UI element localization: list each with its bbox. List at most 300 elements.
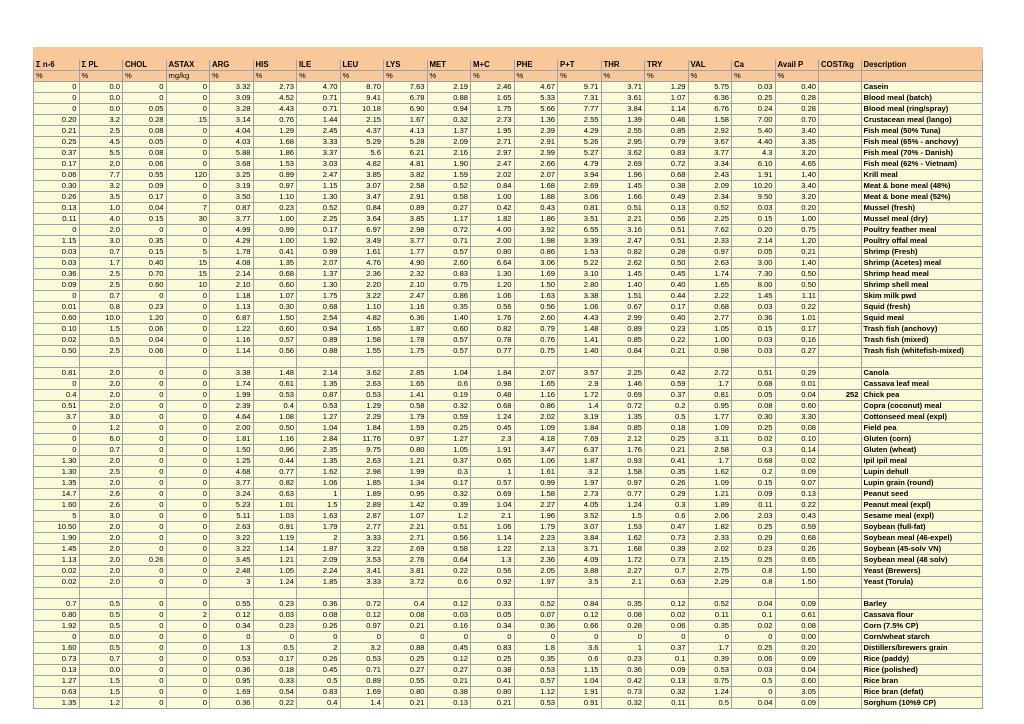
value-cell[interactable]: 0.07	[775, 478, 819, 489]
value-cell[interactable]: 7.00	[732, 115, 776, 126]
value-cell[interactable]: 0.60	[775, 676, 819, 687]
value-cell[interactable]: 0	[166, 423, 210, 434]
value-cell[interactable]: 0.50	[775, 280, 819, 291]
value-cell[interactable]: 6.97	[340, 225, 384, 236]
value-cell[interactable]: 0.03	[732, 335, 776, 346]
value-cell[interactable]: 1.50	[514, 280, 558, 291]
empty-cell[interactable]	[166, 357, 210, 368]
value-cell[interactable]: 1	[471, 467, 515, 478]
value-cell[interactable]: 0.33	[253, 676, 297, 687]
value-cell[interactable]: 1.21	[253, 555, 297, 566]
description-cell[interactable]: Canola	[861, 368, 983, 379]
value-cell[interactable]: 7.63	[384, 82, 428, 93]
value-cell[interactable]: 0.46	[645, 115, 689, 126]
value-cell[interactable]: 0.53	[340, 390, 384, 401]
value-cell[interactable]: 1.09	[688, 478, 732, 489]
value-cell[interactable]: 2.0	[79, 390, 123, 401]
value-cell[interactable]: 0.48	[471, 390, 515, 401]
value-cell[interactable]: 1.51	[601, 291, 645, 302]
value-cell[interactable]: 1.24	[471, 412, 515, 423]
value-cell[interactable]: 0.89	[340, 676, 384, 687]
value-cell[interactable]: 0.57	[427, 335, 471, 346]
value-cell[interactable]: 0.36	[210, 698, 254, 709]
value-cell[interactable]: 1.85	[340, 478, 384, 489]
value-cell[interactable]: 4.67	[514, 82, 558, 93]
value-cell[interactable]: 0.69	[471, 489, 515, 500]
value-cell[interactable]: 0.13	[34, 203, 80, 214]
value-cell[interactable]: 0	[732, 632, 776, 643]
value-cell[interactable]: 0.23	[123, 302, 167, 313]
value-cell[interactable]: 3.0	[79, 511, 123, 522]
cost-cell[interactable]	[819, 434, 861, 445]
empty-cell[interactable]	[340, 588, 384, 599]
value-cell[interactable]: 0.63	[34, 687, 80, 698]
cost-cell[interactable]	[819, 533, 861, 544]
value-cell[interactable]: 0	[166, 126, 210, 137]
value-cell[interactable]: 0.91	[253, 522, 297, 533]
value-cell[interactable]: 1.07	[253, 291, 297, 302]
value-cell[interactable]: 3.33	[340, 577, 384, 588]
value-cell[interactable]: 1.37	[427, 126, 471, 137]
value-cell[interactable]: 3.82	[384, 170, 428, 181]
value-cell[interactable]: 1.01	[775, 313, 819, 324]
value-cell[interactable]: 1.92	[34, 621, 80, 632]
value-cell[interactable]: 2.69	[558, 181, 602, 192]
value-cell[interactable]: 2.0	[79, 401, 123, 412]
unit-cell[interactable]	[819, 71, 861, 82]
value-cell[interactable]: 0.2	[645, 401, 689, 412]
value-cell[interactable]: 0.09	[123, 181, 167, 192]
value-cell[interactable]: 1.21	[384, 456, 428, 467]
value-cell[interactable]: 0	[166, 643, 210, 654]
value-cell[interactable]: 9.75	[340, 445, 384, 456]
unit-cell[interactable]: %	[775, 71, 819, 82]
value-cell[interactable]: 2.71	[471, 137, 515, 148]
value-cell[interactable]: 5.88	[210, 148, 254, 159]
value-cell[interactable]: 1.48	[253, 368, 297, 379]
value-cell[interactable]: 1.42	[384, 500, 428, 511]
value-cell[interactable]: 2.29	[340, 412, 384, 423]
value-cell[interactable]: 4.00	[471, 225, 515, 236]
value-cell[interactable]: 0.06	[732, 654, 776, 665]
value-cell[interactable]: 1.29	[253, 126, 297, 137]
value-cell[interactable]: 0.71	[340, 665, 384, 676]
column-header[interactable]: Ca	[732, 60, 776, 71]
value-cell[interactable]: 1.00	[253, 214, 297, 225]
value-cell[interactable]: 0.7	[79, 291, 123, 302]
value-cell[interactable]: 0.51	[601, 203, 645, 214]
value-cell[interactable]: 0.55	[123, 170, 167, 181]
value-cell[interactable]: 2.25	[688, 214, 732, 225]
value-cell[interactable]: 0.75	[514, 346, 558, 357]
value-cell[interactable]: 1.21	[688, 489, 732, 500]
column-header[interactable]: CHOL	[123, 60, 167, 71]
value-cell[interactable]: 0.88	[384, 643, 428, 654]
value-cell[interactable]: 2.0	[79, 159, 123, 170]
description-cell[interactable]: Squid meal	[861, 313, 983, 324]
value-cell[interactable]: 2.0	[79, 379, 123, 390]
value-cell[interactable]: 9.41	[340, 93, 384, 104]
value-cell[interactable]: 0.80	[471, 687, 515, 698]
value-cell[interactable]: 1.59	[427, 170, 471, 181]
value-cell[interactable]: 3.2	[558, 467, 602, 478]
column-header[interactable]: ARG	[210, 60, 254, 71]
value-cell[interactable]: 0.30	[34, 181, 80, 192]
description-cell[interactable]: Squid (fresh)	[861, 302, 983, 313]
value-cell[interactable]: 2.54	[297, 313, 341, 324]
value-cell[interactable]: 0.84	[340, 203, 384, 214]
value-cell[interactable]: 2.09	[427, 137, 471, 148]
empty-cell[interactable]	[601, 588, 645, 599]
description-cell[interactable]: Gluten (wheat)	[861, 445, 983, 456]
value-cell[interactable]: 0	[123, 665, 167, 676]
value-cell[interactable]: 3.16	[601, 225, 645, 236]
value-cell[interactable]: 2.77	[340, 522, 384, 533]
value-cell[interactable]: 11.76	[340, 434, 384, 445]
cost-cell[interactable]	[819, 192, 861, 203]
value-cell[interactable]: 0.27	[427, 203, 471, 214]
value-cell[interactable]: 5.28	[384, 137, 428, 148]
value-cell[interactable]: 0.61	[253, 379, 297, 390]
value-cell[interactable]: 1.59	[384, 423, 428, 434]
value-cell[interactable]: 1.50	[210, 445, 254, 456]
value-cell[interactable]: 0.72	[340, 599, 384, 610]
cost-cell[interactable]	[819, 423, 861, 434]
value-cell[interactable]: 0.26	[34, 192, 80, 203]
value-cell[interactable]: 0	[123, 687, 167, 698]
value-cell[interactable]: 0.73	[34, 654, 80, 665]
value-cell[interactable]: 0.53	[514, 698, 558, 709]
value-cell[interactable]: 0.39	[645, 544, 689, 555]
value-cell[interactable]: 1.62	[297, 467, 341, 478]
value-cell[interactable]: 0.53	[514, 665, 558, 676]
value-cell[interactable]: 4.37	[340, 126, 384, 137]
value-cell[interactable]: 2.75	[688, 566, 732, 577]
value-cell[interactable]: 1.74	[688, 269, 732, 280]
value-cell[interactable]: 0.45	[471, 423, 515, 434]
value-cell[interactable]: 0.37	[427, 456, 471, 467]
value-cell[interactable]: 5.33	[514, 93, 558, 104]
value-cell[interactable]: 0.02	[732, 434, 776, 445]
value-cell[interactable]: 2	[297, 533, 341, 544]
value-cell[interactable]: 2.5	[79, 467, 123, 478]
cost-cell[interactable]	[819, 621, 861, 632]
empty-cell[interactable]	[79, 357, 123, 368]
value-cell[interactable]: 0.09	[34, 280, 80, 291]
value-cell[interactable]: 2.5	[79, 269, 123, 280]
value-cell[interactable]: 3.77	[210, 214, 254, 225]
value-cell[interactable]: 2.36	[514, 555, 558, 566]
value-cell[interactable]: 1.17	[427, 214, 471, 225]
value-cell[interactable]: 0.93	[601, 456, 645, 467]
value-cell[interactable]: 4.68	[210, 467, 254, 478]
column-header[interactable]: ASTAX	[166, 60, 210, 71]
value-cell[interactable]: 1.45	[601, 269, 645, 280]
value-cell[interactable]: 0.7	[79, 445, 123, 456]
value-cell[interactable]: 0	[471, 632, 515, 643]
value-cell[interactable]: 0.36	[732, 313, 776, 324]
value-cell[interactable]: 1.76	[601, 445, 645, 456]
cost-cell[interactable]	[819, 676, 861, 687]
value-cell[interactable]: 0.99	[253, 225, 297, 236]
value-cell[interactable]: 3.50	[210, 192, 254, 203]
cost-cell[interactable]	[819, 313, 861, 324]
value-cell[interactable]: 0.53	[688, 665, 732, 676]
value-cell[interactable]: 0	[166, 500, 210, 511]
value-cell[interactable]: 0.71	[297, 104, 341, 115]
value-cell[interactable]: 0.28	[645, 247, 689, 258]
value-cell[interactable]: 0	[123, 379, 167, 390]
value-cell[interactable]: 3.07	[558, 522, 602, 533]
description-cell[interactable]: Mussel (fresh)	[861, 203, 983, 214]
cost-cell[interactable]	[819, 214, 861, 225]
value-cell[interactable]: 2.02	[514, 412, 558, 423]
value-cell[interactable]: 0	[166, 236, 210, 247]
value-cell[interactable]: 3.03	[297, 159, 341, 170]
value-cell[interactable]: 0.30	[732, 412, 776, 423]
value-cell[interactable]: 0.23	[601, 654, 645, 665]
cost-cell[interactable]	[819, 368, 861, 379]
value-cell[interactable]: 0.04	[732, 599, 776, 610]
value-cell[interactable]: 0	[123, 599, 167, 610]
value-cell[interactable]: 0.5	[79, 335, 123, 346]
value-cell[interactable]: 0.21	[384, 621, 428, 632]
value-cell[interactable]: 2.47	[384, 291, 428, 302]
value-cell[interactable]: 2	[297, 643, 341, 654]
value-cell[interactable]: 0	[166, 302, 210, 313]
unit-cell[interactable]: %	[688, 71, 732, 82]
unit-cell[interactable]: %	[471, 71, 515, 82]
value-cell[interactable]: 1.30	[34, 456, 80, 467]
value-cell[interactable]: 0.13	[775, 489, 819, 500]
value-cell[interactable]: 3.22	[340, 291, 384, 302]
column-header[interactable]: THR	[601, 60, 645, 71]
value-cell[interactable]: 2.29	[688, 577, 732, 588]
value-cell[interactable]: 1.50	[775, 577, 819, 588]
value-cell[interactable]: 0.38	[427, 687, 471, 698]
value-cell[interactable]: 0.50	[253, 423, 297, 434]
value-cell[interactable]: 0.32	[601, 698, 645, 709]
value-cell[interactable]: 0.06	[645, 621, 689, 632]
value-cell[interactable]: 1.00	[688, 335, 732, 346]
value-cell[interactable]: 1.30	[297, 280, 341, 291]
value-cell[interactable]: 2.73	[558, 489, 602, 500]
value-cell[interactable]: 0	[123, 632, 167, 643]
value-cell[interactable]: 0	[166, 368, 210, 379]
value-cell[interactable]: 0.75	[427, 280, 471, 291]
value-cell[interactable]: 2.5	[79, 346, 123, 357]
value-cell[interactable]: 2.0	[79, 544, 123, 555]
value-cell[interactable]: 0.09	[775, 654, 819, 665]
value-cell[interactable]: 0.41	[645, 456, 689, 467]
value-cell[interactable]: 2.03	[732, 511, 776, 522]
value-cell[interactable]: 5.29	[340, 137, 384, 148]
value-cell[interactable]: 0.81	[688, 390, 732, 401]
value-cell[interactable]: 1.90	[34, 533, 80, 544]
value-cell[interactable]: 0.53	[340, 654, 384, 665]
value-cell[interactable]: 0.04	[123, 335, 167, 346]
value-cell[interactable]: 0	[166, 313, 210, 324]
value-cell[interactable]: 0.87	[297, 390, 341, 401]
value-cell[interactable]: 0.72	[427, 225, 471, 236]
value-cell[interactable]: 2.63	[688, 258, 732, 269]
value-cell[interactable]: 0	[166, 82, 210, 93]
value-cell[interactable]: 2.02	[471, 170, 515, 181]
value-cell[interactable]: 1.79	[384, 412, 428, 423]
value-cell[interactable]: 0.23	[253, 621, 297, 632]
value-cell[interactable]: 0.3	[427, 467, 471, 478]
value-cell[interactable]: 2.69	[384, 544, 428, 555]
value-cell[interactable]: 1.04	[558, 676, 602, 687]
description-cell[interactable]: Shrimp (Acetes) meal	[861, 258, 983, 269]
description-cell[interactable]: Poultry offal meal	[861, 236, 983, 247]
value-cell[interactable]: 1.13	[210, 302, 254, 313]
value-cell[interactable]: 0.97	[688, 247, 732, 258]
value-cell[interactable]: 1.53	[253, 159, 297, 170]
column-header[interactable]: Avail P	[775, 60, 819, 71]
empty-cell[interactable]	[34, 588, 80, 599]
value-cell[interactable]: 0.05	[471, 610, 515, 621]
value-cell[interactable]: 0.23	[253, 599, 297, 610]
value-cell[interactable]: 0.12	[340, 610, 384, 621]
value-cell[interactable]: 3.62	[601, 148, 645, 159]
value-cell[interactable]: 0	[166, 445, 210, 456]
value-cell[interactable]: 0	[123, 82, 167, 93]
value-cell[interactable]: 0.80	[384, 445, 428, 456]
value-cell[interactable]: 1.87	[558, 456, 602, 467]
value-cell[interactable]: 0.03	[34, 247, 80, 258]
value-cell[interactable]: 6.37	[558, 445, 602, 456]
value-cell[interactable]: 6.90	[384, 104, 428, 115]
value-cell[interactable]: 0.42	[601, 676, 645, 687]
value-cell[interactable]: 1.68	[514, 181, 558, 192]
empty-cell[interactable]	[688, 357, 732, 368]
value-cell[interactable]: 1.61	[514, 467, 558, 478]
value-cell[interactable]: 0.83	[427, 269, 471, 280]
value-cell[interactable]: 0.64	[427, 555, 471, 566]
value-cell[interactable]: 0.52	[688, 599, 732, 610]
value-cell[interactable]: 2.1	[601, 577, 645, 588]
value-cell[interactable]: 0.4	[384, 599, 428, 610]
value-cell[interactable]: 0.68	[645, 170, 689, 181]
value-cell[interactable]: 2.39	[514, 126, 558, 137]
value-cell[interactable]: 0	[34, 93, 80, 104]
value-cell[interactable]: 1.40	[775, 258, 819, 269]
value-cell[interactable]: 1.75	[384, 346, 428, 357]
value-cell[interactable]: 0.79	[514, 324, 558, 335]
value-cell[interactable]: 4.5	[79, 137, 123, 148]
value-cell[interactable]: 3.33	[340, 533, 384, 544]
value-cell[interactable]: 2.63	[340, 379, 384, 390]
value-cell[interactable]: 0.89	[297, 335, 341, 346]
cost-cell[interactable]	[819, 170, 861, 181]
value-cell[interactable]: 2.0	[79, 522, 123, 533]
value-cell[interactable]: 0	[166, 632, 210, 643]
value-cell[interactable]: 1.61	[340, 247, 384, 258]
value-cell[interactable]: 10.20	[732, 181, 776, 192]
value-cell[interactable]: 0.12	[427, 599, 471, 610]
value-cell[interactable]: 0.52	[427, 181, 471, 192]
value-cell[interactable]: 1.16	[384, 302, 428, 313]
description-cell[interactable]: Poultry feather meal	[861, 225, 983, 236]
value-cell[interactable]: 0.95	[384, 489, 428, 500]
value-cell[interactable]: 1.15	[297, 181, 341, 192]
value-cell[interactable]: 0.55	[210, 599, 254, 610]
value-cell[interactable]: 0.13	[34, 665, 80, 676]
value-cell[interactable]: 0	[123, 577, 167, 588]
value-cell[interactable]: 0.10	[775, 434, 819, 445]
value-cell[interactable]: 2.0	[79, 577, 123, 588]
value-cell[interactable]: 8.00	[732, 280, 776, 291]
value-cell[interactable]: 1.35	[297, 456, 341, 467]
value-cell[interactable]: 5.22	[558, 258, 602, 269]
value-cell[interactable]: 0	[34, 82, 80, 93]
value-cell[interactable]: 0.65	[775, 555, 819, 566]
value-cell[interactable]: 1.68	[253, 137, 297, 148]
value-cell[interactable]: 1.97	[514, 577, 558, 588]
value-cell[interactable]: 0.80	[34, 610, 80, 621]
value-cell[interactable]: 0.89	[384, 203, 428, 214]
value-cell[interactable]: 0.09	[732, 489, 776, 500]
value-cell[interactable]: 0	[123, 533, 167, 544]
value-cell[interactable]: 2.98	[340, 467, 384, 478]
value-cell[interactable]: 0.49	[645, 192, 689, 203]
unit-cell[interactable]: %	[514, 71, 558, 82]
value-cell[interactable]: 0.89	[601, 324, 645, 335]
value-cell[interactable]: 0.73	[601, 687, 645, 698]
value-cell[interactable]: 1.5	[297, 500, 341, 511]
value-cell[interactable]: 0	[123, 698, 167, 709]
value-cell[interactable]: 0.7	[79, 247, 123, 258]
empty-cell[interactable]	[166, 588, 210, 599]
value-cell[interactable]: 0	[166, 412, 210, 423]
value-cell[interactable]: 0.39	[427, 500, 471, 511]
empty-cell[interactable]	[688, 588, 732, 599]
value-cell[interactable]: 10.50	[34, 522, 80, 533]
value-cell[interactable]: 2.10	[210, 280, 254, 291]
value-cell[interactable]: 0.80	[384, 687, 428, 698]
cost-cell[interactable]	[819, 258, 861, 269]
value-cell[interactable]: 1.58	[688, 115, 732, 126]
value-cell[interactable]: 0.45	[297, 665, 341, 676]
value-cell[interactable]: 1.09	[514, 423, 558, 434]
value-cell[interactable]: 2.09	[688, 181, 732, 192]
column-header[interactable]: M+C	[471, 60, 515, 71]
value-cell[interactable]: 1.04	[471, 500, 515, 511]
value-cell[interactable]: 0.5	[79, 643, 123, 654]
value-cell[interactable]: 2.72	[688, 368, 732, 379]
value-cell[interactable]: 0.22	[645, 335, 689, 346]
unit-cell[interactable]: %	[210, 71, 254, 82]
value-cell[interactable]: 0	[34, 225, 80, 236]
value-cell[interactable]: 2.21	[601, 214, 645, 225]
value-cell[interactable]: 0.85	[645, 126, 689, 137]
value-cell[interactable]: 7.31	[558, 93, 602, 104]
value-cell[interactable]: 2.0	[79, 533, 123, 544]
value-cell[interactable]: 0.09	[775, 599, 819, 610]
value-cell[interactable]: 0.57	[427, 247, 471, 258]
value-cell[interactable]: 0.83	[297, 687, 341, 698]
unit-cell[interactable]: %	[427, 71, 471, 82]
description-cell[interactable]: Rice bran	[861, 676, 983, 687]
value-cell[interactable]: 3	[210, 577, 254, 588]
value-cell[interactable]: 0.08	[123, 126, 167, 137]
cost-cell[interactable]	[819, 324, 861, 335]
value-cell[interactable]: 0.94	[297, 324, 341, 335]
value-cell[interactable]: 1.90	[427, 159, 471, 170]
value-cell[interactable]: 1.96	[601, 170, 645, 181]
value-cell[interactable]: 3.47	[340, 192, 384, 203]
